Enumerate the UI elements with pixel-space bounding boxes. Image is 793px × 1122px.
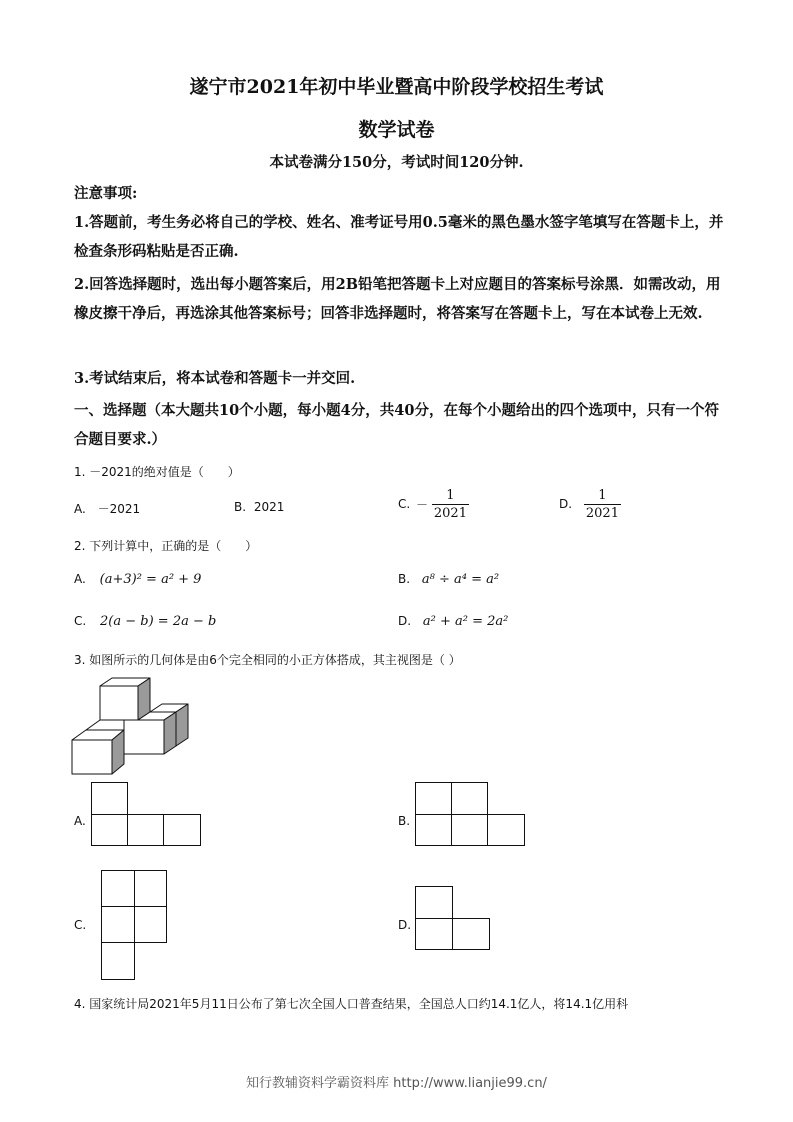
q1-option-b [234, 500, 284, 514]
option-text: 2021 [253, 500, 285, 514]
fraction [432, 488, 469, 521]
notes-heading: 注意事项: [74, 185, 138, 202]
view-square [101, 906, 135, 943]
q1-option-c [398, 488, 469, 521]
option-sign: － [416, 498, 429, 512]
view-square [163, 814, 201, 846]
q3-stem: 3. 如图所示的几何体是由6个完全相同的小正方体搭成，其主视图是（ ） [74, 653, 461, 667]
score-info: 本试卷满分150分，考试时间120分钟. [269, 154, 524, 171]
note-item-3: 3.考试结束后，将本试卷和答题卡一并交回. [74, 370, 356, 387]
view-square [487, 814, 525, 846]
fraction-numerator: 1 [446, 488, 455, 503]
fraction-numerator: 1 [598, 488, 607, 503]
view-square [127, 814, 164, 846]
option-label: A. [74, 572, 86, 586]
q2-option-b [398, 572, 499, 587]
view-square [452, 918, 490, 950]
view-square [101, 942, 135, 980]
option-formula: a² + a² = 2a² [422, 614, 509, 629]
option-formula: a⁸ ÷ a⁴ = a² [421, 572, 500, 587]
view-square [91, 814, 128, 846]
fraction-denominator: 2021 [585, 506, 619, 521]
option-label: A. [74, 502, 86, 516]
q2-option-d [398, 614, 508, 629]
view-square [134, 906, 167, 943]
q3-option-b-view [415, 782, 525, 846]
exam-subtitle: 数学试卷 [358, 119, 435, 141]
view-square [415, 886, 453, 919]
q3-option-c-view [101, 870, 167, 980]
view-square [415, 814, 452, 846]
note-item-1: 1.答题前，考生务必将自己的学校、姓名、准考证号用0.5毫米的黑色墨水签字笔填写在答题卡上，并检查条形码粘贴是否正确. [74, 214, 724, 260]
note-item-2: 2.回答选择题时，选出每小题答案后，用2B铅笔把答题卡上对应题目的答案标号涂黑．如需改动，用橡皮擦干净后，再选涂其他答案标号；回答非选择题时，将答案写在答题卡上，写在本试卷上无效. [74, 276, 721, 322]
q1-option-a [74, 500, 140, 517]
option-label: D. [398, 614, 412, 628]
option-label: B. [398, 572, 411, 586]
option-formula: (a+3)² = a² + 9 [99, 572, 202, 587]
exam-title: 遂宁市2021年初中毕业暨高中阶段学校招生考试 [189, 76, 604, 98]
fraction [584, 488, 621, 521]
q3-option-d-label: D. [398, 918, 412, 932]
q2-option-a [74, 572, 201, 587]
view-square [134, 870, 167, 907]
q2-option-c [74, 614, 216, 629]
view-square [101, 870, 135, 907]
view-square [451, 782, 488, 815]
section-heading: 一、选择题（本大题共10个小题，每小题4分，共40分，在每个小题给出的四个选项中，只有一个符合题目要求.） [74, 402, 719, 448]
q3-option-d-view [415, 886, 490, 950]
fraction-denominator: 2021 [433, 506, 467, 521]
q2-stem: 2. 下列计算中，正确的是（ ） [74, 539, 258, 553]
option-label: D. [559, 497, 573, 511]
view-square [415, 918, 453, 950]
footer-source: 知行教辅资料学霸资料库 http://www.lianjie99.cn/ [246, 1076, 547, 1091]
q3-option-a-view [91, 782, 201, 846]
q3-option-c-label: C. [74, 918, 87, 932]
view-square [91, 782, 128, 815]
q1-option-d [559, 488, 621, 521]
q3-option-b-label: B. [398, 814, 411, 828]
q1-stem: 1. －2021的绝对值是（ ） [74, 465, 240, 479]
view-square [451, 814, 488, 846]
cube-figure [70, 674, 192, 778]
option-label: B. [234, 500, 247, 514]
view-square [415, 782, 452, 815]
option-label: C. [74, 614, 87, 628]
q3-option-a-label: A. [74, 814, 86, 828]
option-label: C. [398, 497, 411, 511]
option-text: －2021 [97, 502, 141, 516]
q4-stem: 4. 国家统计局2021年5月11日公布了第七次全国人口普查结果，全国总人口约14.1亿人，将14.1亿用科 [74, 997, 629, 1011]
option-formula: 2(a − b) = 2a − b [100, 614, 217, 629]
